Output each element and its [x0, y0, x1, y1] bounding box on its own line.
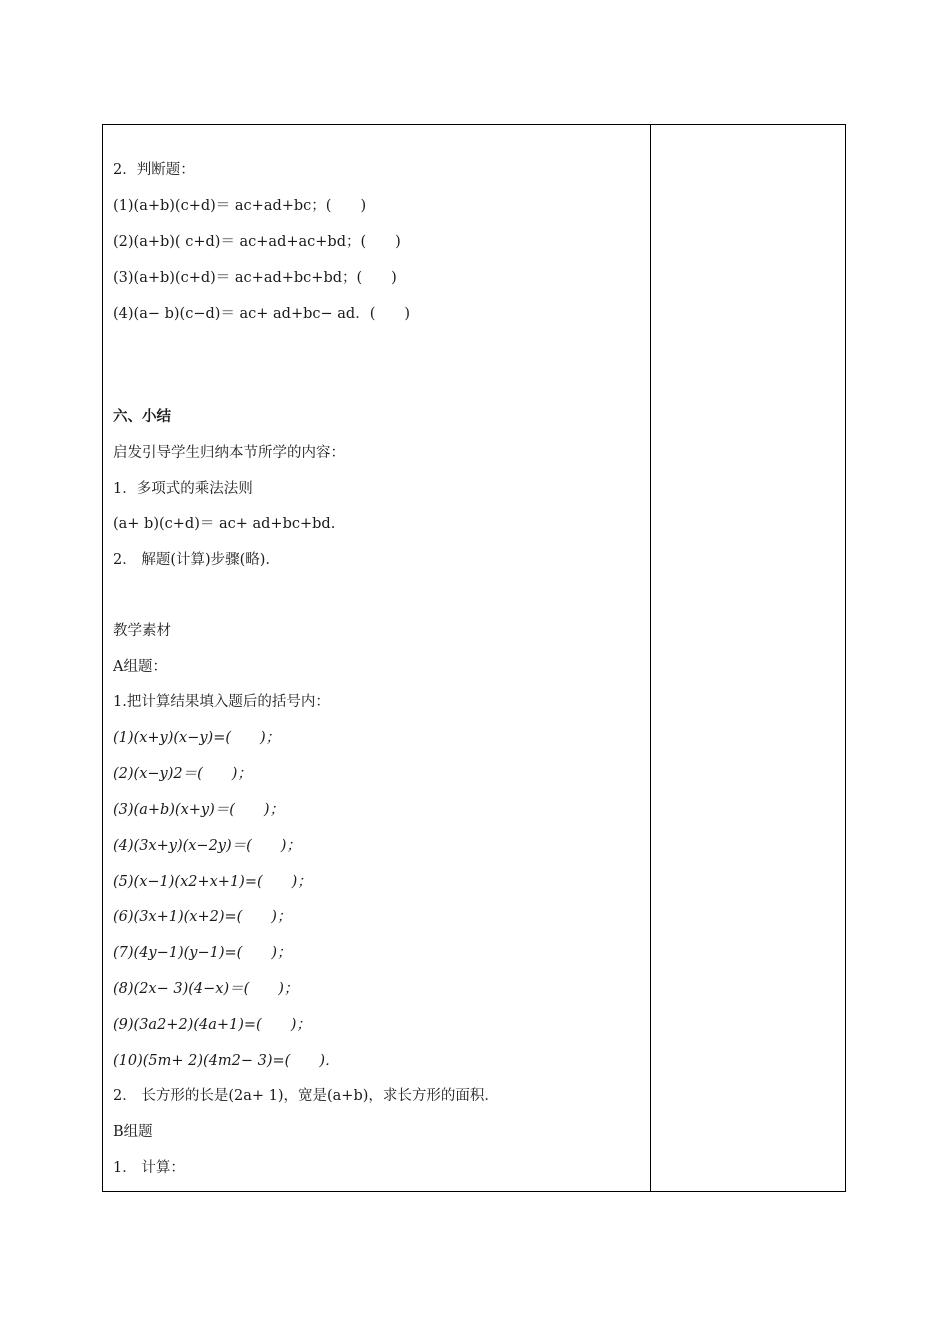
group-b-question-1: 1． 计算： — [113, 1160, 185, 1176]
column-divider — [650, 124, 651, 1192]
group-a-question-1: 1.把计算结果填入题后的括号内： — [113, 694, 330, 710]
group-a-item-10: (10)(5m+ 2)(4m2− 3)=( )． — [113, 1053, 340, 1069]
summary-heading: 六、小结 — [113, 408, 171, 425]
judge-heading: 2．判断题： — [113, 162, 195, 178]
group-a-item-2: (2)(x−y)2＝( )； — [113, 766, 252, 782]
group-a-item-3: (3)(a+b)(x+y)＝( )； — [113, 802, 285, 818]
judge-item-4: (4)(a− b)(c−d)＝ ac+ ad+bc− ad．( ) — [113, 306, 411, 322]
summary-intro: 启发引导学生归纳本节所学的内容： — [113, 445, 345, 461]
group-a-item-6: (6)(3x+1)(x+2)=( )； — [113, 909, 292, 925]
group-a-question-2: 2． 长方形的长是(2a+ 1)，宽是(a+b)，求长方形的面积． — [113, 1088, 499, 1104]
material-heading: 教学素材 — [113, 623, 171, 639]
group-b-heading: B组题 — [113, 1124, 153, 1140]
judge-item-1: (1)(a+b)(c+d)＝ ac+ad+bc；( ) — [113, 198, 367, 214]
group-a-item-7: (7)(4y−1)(y−1)=( )； — [113, 945, 292, 961]
group-a-item-9: (9)(3a2+2)(4a+1)=( )； — [113, 1017, 311, 1033]
group-a-item-5: (5)(x−1)(x2+x+1)=( )； — [113, 874, 312, 890]
summary-steps: 2． 解题(计算)步骤(略)． — [113, 552, 280, 568]
group-a-item-8: (8)(2x− 3)(4−x)＝( )； — [113, 981, 299, 997]
group-a-heading: A组题： — [113, 659, 167, 675]
summary-rule-heading: 1．多项式的乘法法则 — [113, 481, 253, 497]
group-a-item-1: (1)(x+y)(x−y)=( )； — [113, 730, 281, 746]
judge-item-3: (3)(a+b)(c+d)＝ ac+ad+bc+bd；( ) — [113, 270, 397, 286]
summary-rule-formula: (a+ b)(c+d)＝ ac+ ad+bc+bd. — [113, 516, 336, 532]
group-a-item-4: (4)(3x+y)(x−2y)＝( )； — [113, 838, 301, 854]
judge-item-2: (2)(a+b)( c+d)＝ ac+ad+ac+bd；( ) — [113, 234, 401, 250]
